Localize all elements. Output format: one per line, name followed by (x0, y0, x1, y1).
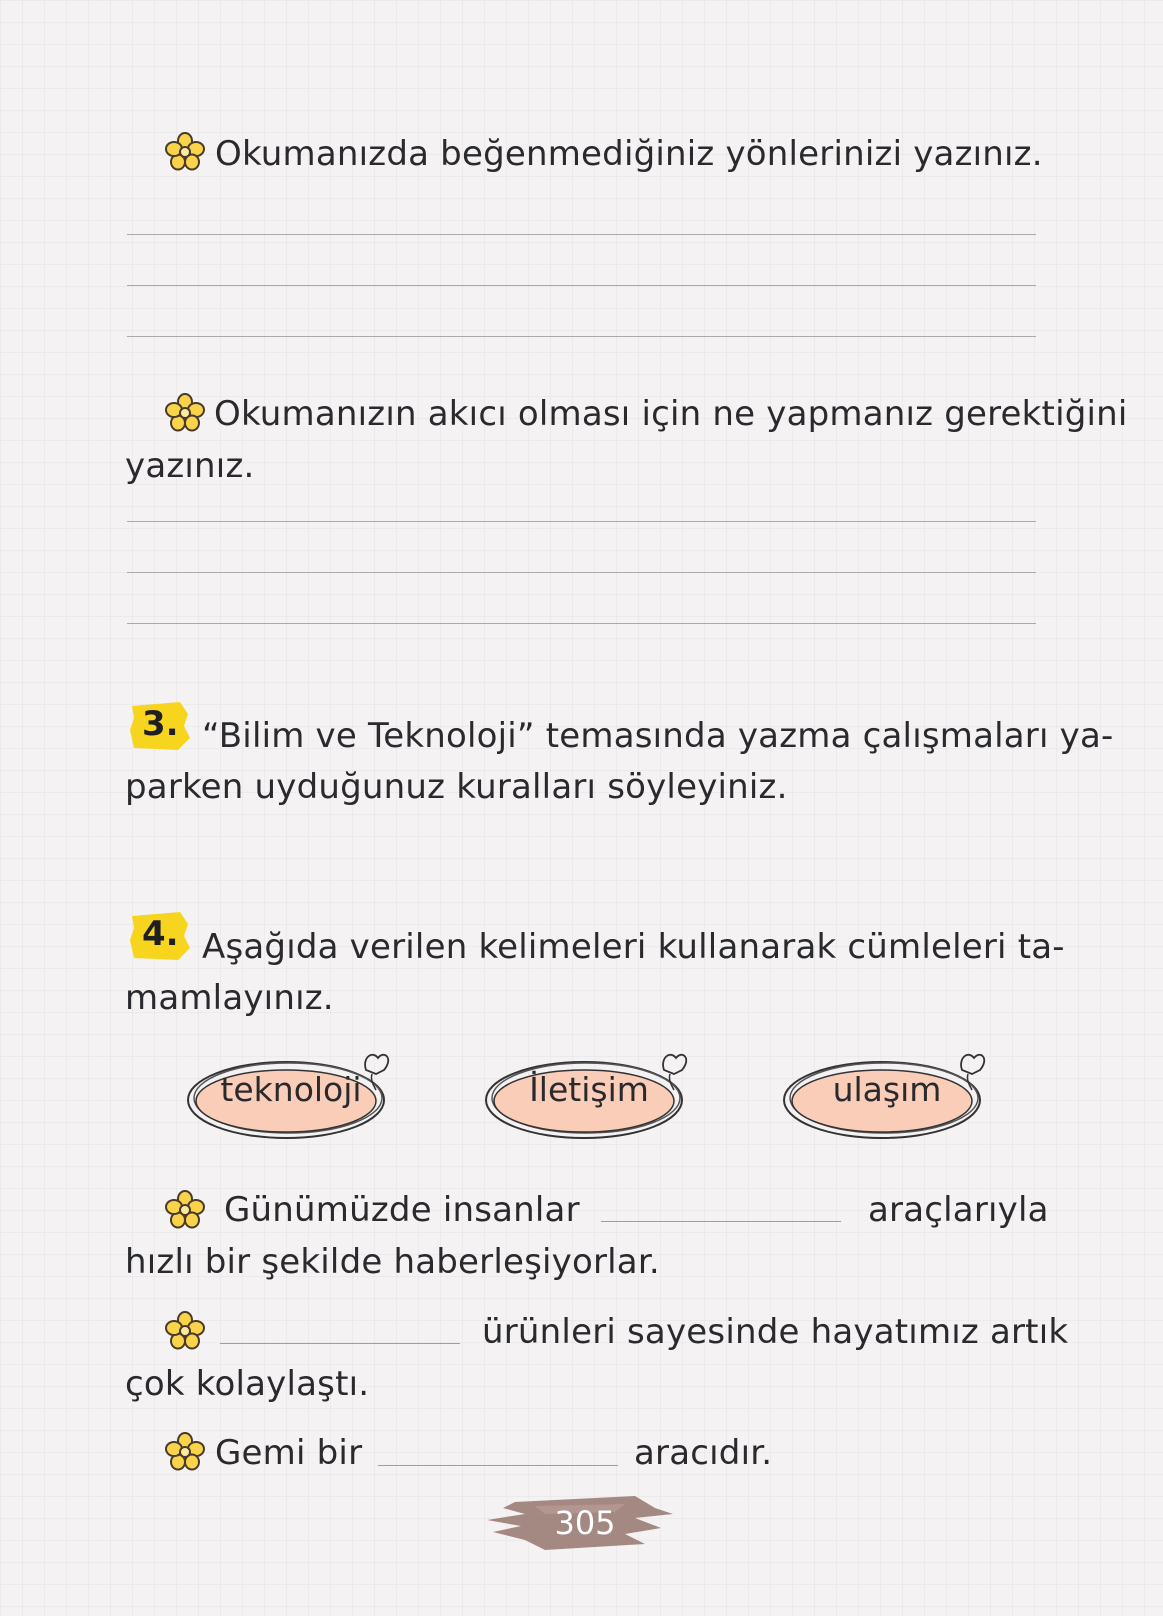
flower-bullet-icon (165, 1311, 205, 1351)
question-3-badge (128, 700, 190, 752)
question-3-line-1: “Bilim ve Teknoloji” temasında yazma çalışmaları ya- (202, 716, 1114, 756)
prompt-1-text: Okumanızda beğenmediğiniz yönlerinizi yazınız. (215, 134, 1043, 174)
page-number: 305 (554, 1504, 616, 1542)
word-pill-iletisim[interactable] (484, 1040, 694, 1140)
writing-line-2[interactable] (127, 285, 1036, 286)
writing-line-1[interactable] (127, 234, 1036, 235)
sentence-1-line-2: hızlı bir şekilde haberleşiyorlar. (125, 1242, 660, 1282)
word-pill-label: İletişim (529, 1070, 649, 1109)
page-number-badge (485, 1488, 685, 1558)
prompt-2-line-2: yazınız. (125, 446, 255, 486)
prompt-2-line-1-text: Okumanızın akıcı olması için ne yapmanız gerektiğini (214, 394, 1128, 434)
sentence-1-after: araçlarıyla (868, 1190, 1049, 1230)
writing-line-6[interactable] (127, 623, 1036, 624)
sentence-3-after: aracıdır. (634, 1433, 773, 1473)
prompt-2-line-1 (214, 394, 1128, 434)
sentence-1-blank[interactable] (601, 1221, 841, 1222)
flower-bullet-icon (165, 1190, 205, 1230)
sentence-2-blank[interactable] (220, 1343, 460, 1344)
writing-line-5[interactable] (127, 572, 1036, 573)
question-3-line-2: parken uyduğunuz kuralları söyleyiniz. (125, 767, 788, 807)
word-pill-label: teknoloji (220, 1070, 362, 1109)
flower-bullet-icon (165, 1432, 205, 1472)
question-4-line-1: Aşağıda verilen kelimeleri kullanarak cümleleri ta- (202, 927, 1065, 967)
sentence-3-before: Gemi bir (215, 1433, 363, 1473)
flower-bullet-icon (165, 393, 205, 433)
sentence-2-after: ürünleri sayesinde hayatımız artık (482, 1312, 1069, 1352)
writing-line-4[interactable] (127, 521, 1036, 522)
word-pill-ulasim[interactable] (782, 1040, 992, 1140)
question-4-number: 4. (142, 914, 179, 954)
flower-bullet-icon (165, 132, 205, 172)
writing-line-3[interactable] (127, 336, 1036, 337)
question-4-line-2: mamlayınız. (125, 978, 334, 1018)
question-3-number: 3. (142, 704, 179, 744)
sentence-1-before: Günümüzde insanlar (224, 1190, 580, 1230)
word-pill-teknoloji[interactable] (186, 1040, 396, 1140)
sentence-2-line-2: çok kolaylaştı. (125, 1364, 370, 1404)
word-pill-label: ulaşım (832, 1070, 942, 1109)
sentence-3-blank[interactable] (378, 1465, 618, 1466)
question-4-badge (128, 910, 190, 962)
